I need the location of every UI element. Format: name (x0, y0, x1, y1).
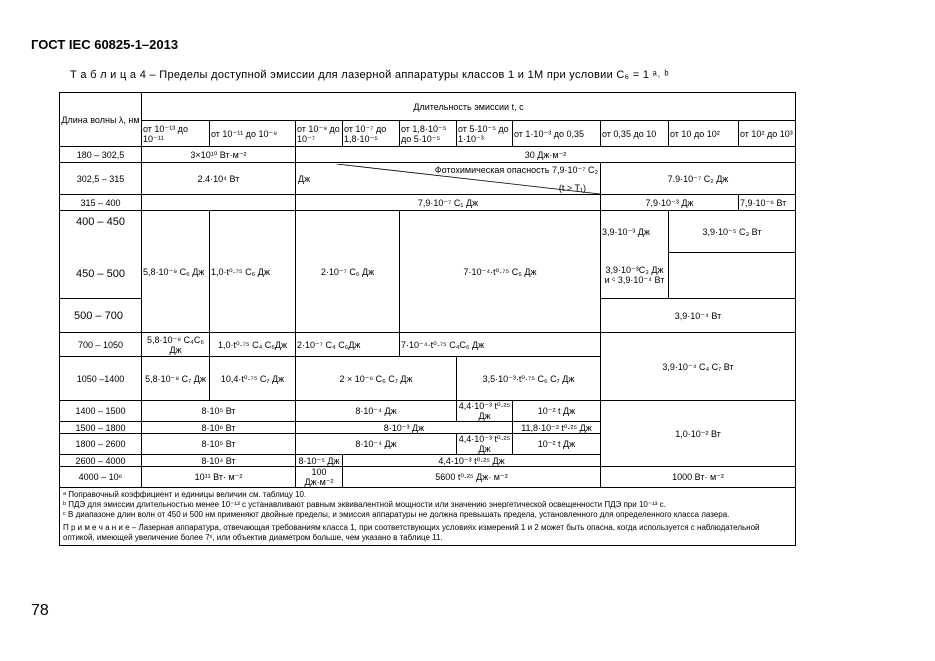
table-footnotes (60, 488, 796, 546)
footnote-b: ᵇ ПДЭ для эмиссии длительностью менее 10⁻¹³ с устанавливают равным эквивалентной мощности или значению энергетической освещенности ПДЭ при 10⁻¹³ с. (63, 500, 666, 509)
wavelength-450: 450 – 500 (76, 268, 125, 280)
limit-cell: 7,9·10⁻⁷ C₁ Дж (296, 195, 601, 211)
limit-cell: 5,8·10⁻⁹ C₄C₆ Дж (142, 333, 210, 357)
duration-col: от 10⁻⁹ до 10⁻⁷ (296, 121, 343, 147)
table-caption: Т а б л и ц а 4 – Пределы доступной эмиссии для лазерной аппаратуры классов 1 и 1М при условии C₆ = 1 ᵃ˒ ᵇ (70, 69, 669, 81)
limit-cell: 8·10⁴ Вт (142, 455, 296, 467)
limit-cell: 3,9·10⁻⁴ Вт (601, 299, 796, 333)
limit-cell: 1000 Вт· м⁻² (601, 467, 796, 488)
wavelength-cell: 302,5 – 315 (60, 163, 142, 195)
footnote-a: ᵃ Поправочный коэффициент и единицы величин см. таблицу 10. (63, 490, 307, 499)
wavelength-cell: 315 – 400 (60, 195, 142, 211)
limit-cell: 4,4·10⁻³ t⁰·²⁵ Дж (457, 401, 513, 422)
limit-cell: 8·10⁻⁵ Дж (296, 455, 343, 467)
limit-cell: 8·10⁻³ Дж (296, 422, 513, 434)
limit-cell: 8·10⁵ Вт (142, 434, 296, 455)
limit-cell: 1,0·t⁰·⁷⁵ C₄ C₆Дж (210, 333, 296, 357)
limit-cell: 3,5·10⁻³·t⁰·⁷⁵ C₆ C₇ Дж (457, 357, 601, 401)
limit-cell: 2.4·10⁴ Вт (142, 163, 296, 195)
duration-col: от 10 до 10² (669, 121, 739, 147)
limit-cell: 4,4·10⁻³ t⁰·²⁵ Дж (343, 455, 601, 467)
wavelength-cell: 4000 – 10⁶ (60, 467, 142, 488)
wavelength-cell (60, 211, 142, 299)
limit-cell: 3,9·10⁻⁵ C₃ Вт (669, 211, 796, 253)
duration-col: от 0,35 до 10 (601, 121, 669, 147)
table-note: П р и м е ч а н и е – Лазерная аппаратура, отвечающая требованиям класса 1, при соответствующих условиях измерений 1 и 2 может быть опасна, когда используется с наблюдательной оптикой, имеющей увеличение более 7ˣ, или объектив диаметром больше, чем указано в таблице 11. (63, 523, 760, 542)
wavelength-cell: 1050 –1400 (60, 357, 142, 401)
wavelength-cell: 700 – 1050 (60, 333, 142, 357)
photochemical-condition: (t > T₁) (558, 182, 586, 193)
footnote-c: ᶜ В диапазоне длин волн от 450 и 500 нм применяют двойные пределы, и эмиссия аппаратуры не должна превышать предела, установленного для определенного класса лазера. (63, 510, 730, 519)
limit-cell: 7.9·10⁻⁷ C₂ Дж (601, 163, 796, 195)
limit-cell: 7·10⁻⁴·t⁰·⁷⁵ C₆ Дж (400, 211, 601, 333)
limit-cell: 3×10¹⁰ Вт·м⁻² (142, 147, 296, 163)
wavelength-cell: 500 – 700 (60, 299, 142, 333)
duration-col: от 10⁻¹³ до 10⁻¹¹ (142, 121, 210, 147)
emission-limits-table (59, 92, 796, 546)
duration-col: от 10² до 10³ (739, 121, 796, 147)
document-code: ГОСТ IEC 60825-1–2013 (31, 37, 179, 52)
wavelength-cell: 180 – 302,5 (60, 147, 142, 163)
limit-cell: 1,0·t⁰·⁷⁵ C₆ Дж (210, 211, 296, 333)
limit-cell: 7,9·10⁻³ Дж (601, 195, 739, 211)
limit-unit: Дж (298, 173, 311, 184)
limit-cell: 3,9·10⁻³ Дж (601, 211, 669, 253)
limit-cell: 5600 t⁰·²⁵ Дж· м⁻² (343, 467, 601, 488)
photochemical-cell (296, 163, 601, 195)
limit-cell: 10⁻² t Дж (513, 401, 601, 422)
wavelength-cell: 1800 – 2600 (60, 434, 142, 455)
limit-cell: 10,4·t⁰·⁷⁵ C₇ Дж (210, 357, 296, 401)
limit-cell: 10⁻² t Дж (513, 434, 601, 455)
limit-cell: 2·10⁻⁷ C₄ C₆Дж (296, 333, 400, 357)
duration-col: от 10⁻¹¹ до 10⁻⁹ (210, 121, 296, 147)
wavelength-header: Длина волны λ, нм (60, 93, 142, 147)
limit-cell: 7,9·10⁻⁶ Вт (739, 195, 796, 211)
limit-cell: 7·10⁻⁴·t⁰·⁷⁵ C₄C₆ Дж (400, 333, 601, 357)
limit-cell: 5,8·10⁻⁹ C₆ Дж (142, 211, 210, 333)
limit-cell: 100 Дж·м⁻² (296, 467, 343, 488)
limit-cell: 10¹¹ Вт· м⁻² (142, 467, 296, 488)
limit-cell: 3,9·10⁻⁴ C₄ C₇ Вт (601, 333, 796, 401)
duration-col: от 5·10⁻⁵ до 1·10⁻³ (457, 121, 513, 147)
limit-cell: 8·10⁵ Вт (142, 401, 296, 422)
duration-col: от 1·10⁻³ до 0,35 (513, 121, 601, 147)
limit-cell: 8·10⁶ Вт (142, 422, 296, 434)
duration-col: от 10⁻⁷ до 1,8·10⁻⁵ (343, 121, 400, 147)
limit-cell: 1,0·10⁻² Вт (601, 401, 796, 467)
limit-cell: 8·10⁻⁴ Дж (296, 434, 457, 455)
photochemical-label: Фотохимическая опасность 7,9·10⁻⁷ C₂ (434, 164, 598, 175)
duration-col: от 1,8·10⁻⁵ до 5·10⁻⁵ (400, 121, 457, 147)
limit-cell: 4,4·10⁻³ t⁰·²⁵ Дж (457, 434, 513, 455)
wavelength-cell: 2600 – 4000 (60, 455, 142, 467)
page-number: 78 (31, 602, 49, 619)
limit-cell: 11,8·10⁻² t⁰·²⁵ Дж (513, 422, 601, 434)
limit-cell: 5,8·10⁻⁸ C₇ Дж (142, 357, 210, 401)
limit-cell: 30 Дж·м⁻² (296, 147, 796, 163)
wavelength-cell: 1400 – 1500 (60, 401, 142, 422)
duration-header: Длительность эмиссии t, с (142, 93, 796, 121)
limit-cell: 3,9·10⁻³C₃ Дж и ᶜ 3,9·10⁻⁴ Вт (601, 253, 669, 299)
limit-cell: 2 × 10⁻⁶ C₆ C₇ Дж (296, 357, 457, 401)
wavelength-400: 400 – 450 (76, 216, 125, 228)
limit-cell: 8·10⁻⁴ Дж (296, 401, 457, 422)
wavelength-cell: 1500 – 1800 (60, 422, 142, 434)
limit-cell: 2·10⁻⁷ C₆ Дж (296, 211, 400, 333)
